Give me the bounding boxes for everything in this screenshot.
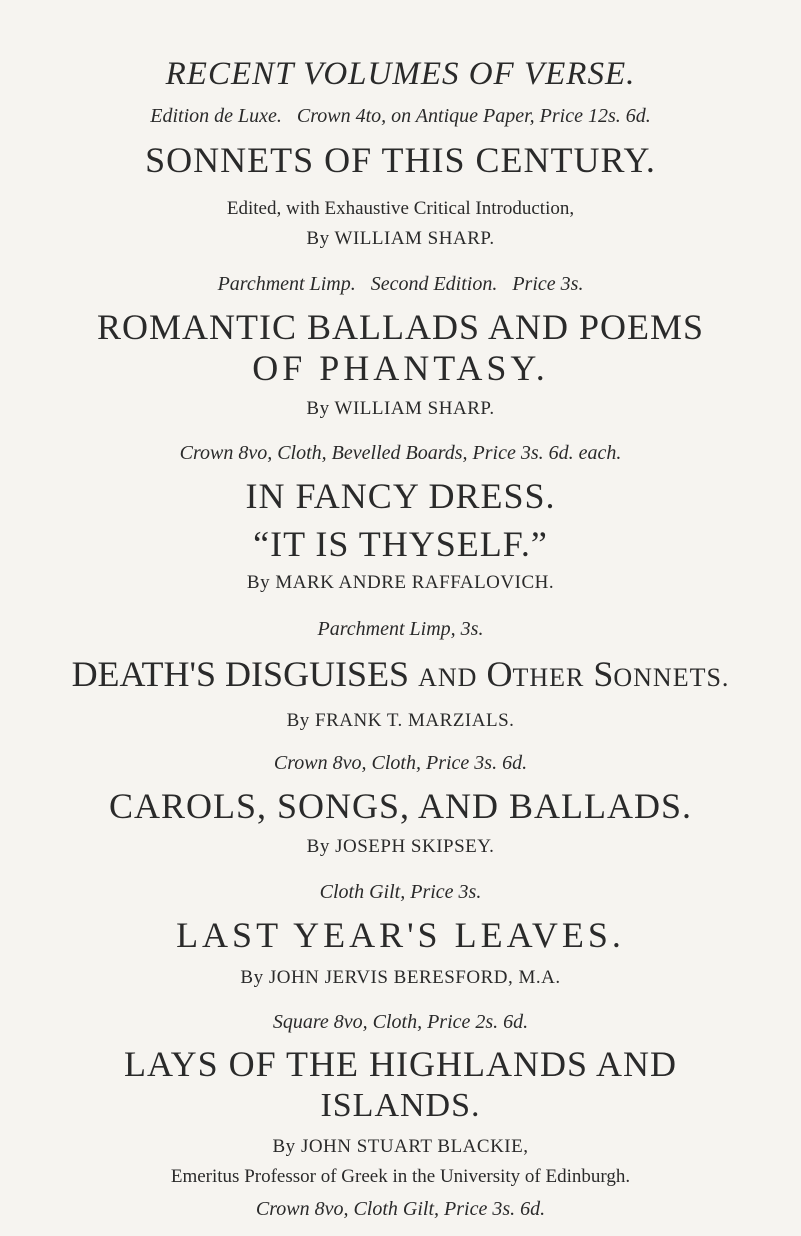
entry-7-byline (0, 1136, 801, 1158)
entry-1-format (0, 105, 801, 128)
entry-7-title-line-1: LAYS OF THE HIGHLANDS AND (123, 1044, 678, 1084)
entry-3-title-line-1: IN FANCY DRESS. (245, 476, 556, 516)
entry-2-price: Price 3s. (512, 273, 584, 295)
entry-2-title-line-1: ROMANTIC BALLADS AND POEMS (96, 307, 705, 347)
entry-4-author: FRANK T. MARZIALS. (315, 710, 515, 731)
entry-6-byline (0, 967, 801, 989)
entry-4-byline (0, 710, 801, 732)
entry-4-title-main: DEATH'S DISGUISES (71, 654, 410, 694)
entry-4-format: Parchment Limp, 3s. (317, 618, 484, 640)
entry-2-title-line-2: OF PHANTASY. (252, 348, 549, 388)
entry-1-by: By (306, 228, 330, 249)
entry-3-format: Crown 8vo, Cloth, Bevelled Boards, Price 3s. 6d. each. (179, 442, 622, 464)
entry-6-author: JOHN JERVIS BERESFORD, M.A. (268, 967, 561, 988)
entry-2-edition: Second Edition. (370, 273, 498, 295)
entry-7-note: Emeritus Professor of Greek in the University of Edinburgh. (170, 1166, 631, 1187)
entry-4-title-sonnets: SONNETS. (593, 654, 730, 694)
entry-6-title: LAST YEAR'S LEAVES. (176, 915, 625, 955)
entry-3-byline (0, 572, 801, 594)
entry-7-by: By (272, 1136, 296, 1157)
entry-1-author: WILLIAM SHARP. (334, 228, 495, 249)
entry-2-author: WILLIAM SHARP. (334, 398, 495, 419)
entry-2-binding: Parchment Limp. (217, 273, 356, 295)
entry-1-title: SONNETS OF THIS CENTURY. (145, 140, 656, 180)
entry-3-by: By (246, 572, 271, 593)
entry-3-title-line-2: “IT IS THYSELF.” (253, 524, 548, 564)
entry-4-title (0, 656, 801, 692)
entry-4-by: By (286, 710, 310, 731)
entry-2-byline (0, 398, 801, 420)
entry-4-title-and: AND (418, 663, 478, 692)
entry-1-price: Crown 4to, on Antique Paper, Price 12s. 6d. (296, 105, 651, 127)
entry-3-author: MARK ANDRE RAFFALOVICH. (275, 572, 555, 593)
entry-1-byline (0, 228, 801, 250)
entry-2-by: By (306, 398, 330, 419)
entry-1-note: Edited, with Exhaustive Critical Introduction, (226, 198, 575, 219)
entry-2-format (0, 273, 801, 296)
entry-5-format: Crown 8vo, Cloth, Price 3s. 6d. (273, 752, 528, 774)
entry-1-edition: Edition de Luxe. (150, 105, 282, 127)
entry-7-format: Square 8vo, Cloth, Price 2s. 6d. (272, 1011, 529, 1033)
entry-7-author: JOHN STUART BLACKIE, (300, 1136, 529, 1157)
entry-5-author: JOSEPH SKIPSEY. (335, 836, 495, 857)
entry-6-format: Cloth Gilt, Price 3s. (319, 881, 482, 903)
entry-7-title-line-2: ISLANDS. (320, 1087, 481, 1124)
entry-5-title: CAROLS, SONGS, AND BALLADS. (108, 786, 693, 826)
entry-4-title-other: OTHER (486, 654, 585, 694)
entry-6-by: By (240, 967, 264, 988)
entry-5-byline (0, 836, 801, 858)
entry-5-by: By (306, 836, 330, 857)
entry-8-format: Crown 8vo, Cloth Gilt, Price 3s. 6d. (255, 1198, 546, 1220)
page-heading: RECENT VOLUMES OF VERSE. (165, 56, 636, 92)
